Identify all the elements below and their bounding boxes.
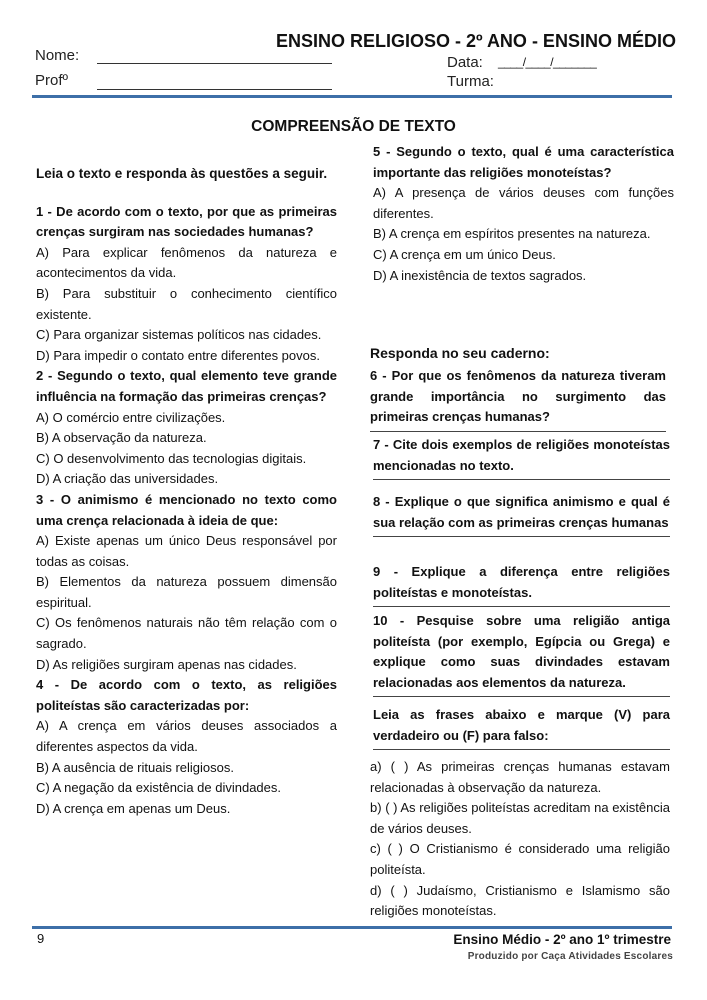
q2-option-b[interactable]: B) A observação da natureza. [36,430,207,446]
data-label: Data: [447,54,483,71]
q4-option-b[interactable]: B) A ausência de rituais religiosos. [36,759,234,775]
question-3: 3 - O animismo é mencionado no texto como uma crença relacionada à ideia de que: [36,491,337,528]
vf-item-b[interactable]: b) ( ) As religiões politeístas acreditam na existência de vários deuses. [370,800,670,836]
question-5: 5 - Segundo o texto, qual é uma característica importante das religiões monoteístas? [373,144,674,180]
question-8-text: 8 - Explique o que significa animismo e qual é sua relação com as primeiras crenças humanas [373,494,670,530]
question-2: 2 - Segundo o texto, qual elemento teve grande influência na formação das primeiras crenças? [36,368,337,404]
q2-option-d[interactable]: D) A criação das universidades. [36,471,219,487]
question-5-block [373,142,674,286]
question-7-text: 7 - Cite dois exemplos de religiões monoteístas mencionadas no texto. [373,437,670,473]
vf-item-d[interactable]: d) ( ) Judaísmo, Cristianismo e Islamismo são religiões monoteístas. [370,882,670,919]
question-6-text: 6 - Por que os fenômenos da natureza tiveram grande importância no surgimento das primeiras crenças humanas? [370,368,666,425]
q4-option-a[interactable]: A) A crença em vários deuses associados a diferentes aspectos da vida. [36,718,337,755]
question-7 [373,435,670,480]
footer-title: Ensino Médio - 2º ano 1º trimestre [453,932,671,947]
header-title: ENSINO RELIGIOSO - 2º ANO - ENSINO MÉDIO [276,31,676,51]
page-number: 9 [37,931,45,946]
nome-label: Nome: [35,47,80,64]
q1-option-d[interactable]: D) Para impedir o contato entre diferentes povos. [36,347,320,363]
left-column [36,164,337,819]
caderno-title: Responda no seu caderno: [370,345,550,361]
turma-label: Turma: [447,73,494,90]
q5-option-d[interactable]: D) A inexistência de textos sagrados. [373,267,587,283]
prof-field[interactable] [97,89,332,90]
question-1: 1 - De acordo com o texto, por que as primeiras crenças surgiram nas sociedades humanas? [36,203,337,240]
q5-option-c[interactable]: C) A crença em um único Deus. [373,246,556,262]
q1-option-c[interactable]: C) Para organizar sistemas políticos nas cidades. [36,327,322,343]
q3-option-d[interactable]: D) As religiões surgiram apenas nas cidades. [36,656,297,672]
q5-option-b[interactable]: B) A crença em espíritos presentes na natureza. [373,226,651,242]
footer-credit: Produzido por Caça Atividades Escolares [467,951,673,962]
q2-option-a[interactable]: A) O comércio entre civilizações. [36,409,226,425]
header-rule [32,95,672,98]
question-6 [370,366,666,432]
vf-item-a[interactable]: a) ( ) As primeiras crenças humanas estavam relacionadas à observação da natureza. [370,759,670,795]
q4-option-c[interactable]: C) A negação da existência de divindades. [36,780,282,796]
intro-text: Leia o texto e responda às questões a seguir. [36,166,328,181]
nome-field[interactable] [97,63,332,64]
page-title: COMPREENSÃO DE TEXTO [251,118,456,135]
data-field[interactable]: ____/____/_______ [498,55,597,69]
q5-option-a[interactable]: A) A presença de vários deuses com funções diferentes. [373,185,674,221]
question-9-text: 9 - Explique a diferença entre religiões politeístas e monoteístas. [373,564,670,600]
vf-title-text: Leia as frases abaixo e marque (V) para verdadeiro ou (F) para falso: [373,707,670,743]
q3-option-b[interactable]: B) Elementos da natureza possuem dimensão espiritual. [36,574,337,610]
question-4: 4 - De acordo com o texto, as religiões politeístas são caracterizadas por: [36,677,337,713]
question-8 [373,492,670,537]
q3-option-c[interactable]: C) Os fenômenos naturais não têm relação com o sagrado. [36,615,337,652]
vf-list [370,757,670,922]
question-9 [373,562,670,607]
q2-option-c[interactable]: C) O desenvolvimento das tecnologias digitais. [36,450,307,466]
vf-item-c[interactable]: c) ( ) O Cristianismo é considerado uma religião politeísta. [370,841,670,877]
footer-rule [32,926,672,929]
question-10 [373,611,670,697]
vf-title [373,705,670,750]
question-10-text: 10 - Pesquise sobre uma religião antiga politeísta (por exemplo, Egípcia ou Grega) e explique como suas divindades estavam relacionadas aos elementos da natureza. [373,613,670,690]
prof-label: Profº [35,72,68,89]
q4-option-d[interactable]: D) A crença em apenas um Deus. [36,800,231,816]
q1-option-a[interactable]: A) Para explicar fenômenos da natureza e acontecimentos da vida. [36,244,337,281]
q3-option-a[interactable]: A) Existe apenas um único Deus responsável por todas as coisas. [36,533,337,569]
q1-option-b[interactable]: B) Para substituir o conhecimento científico existente. [36,285,337,322]
